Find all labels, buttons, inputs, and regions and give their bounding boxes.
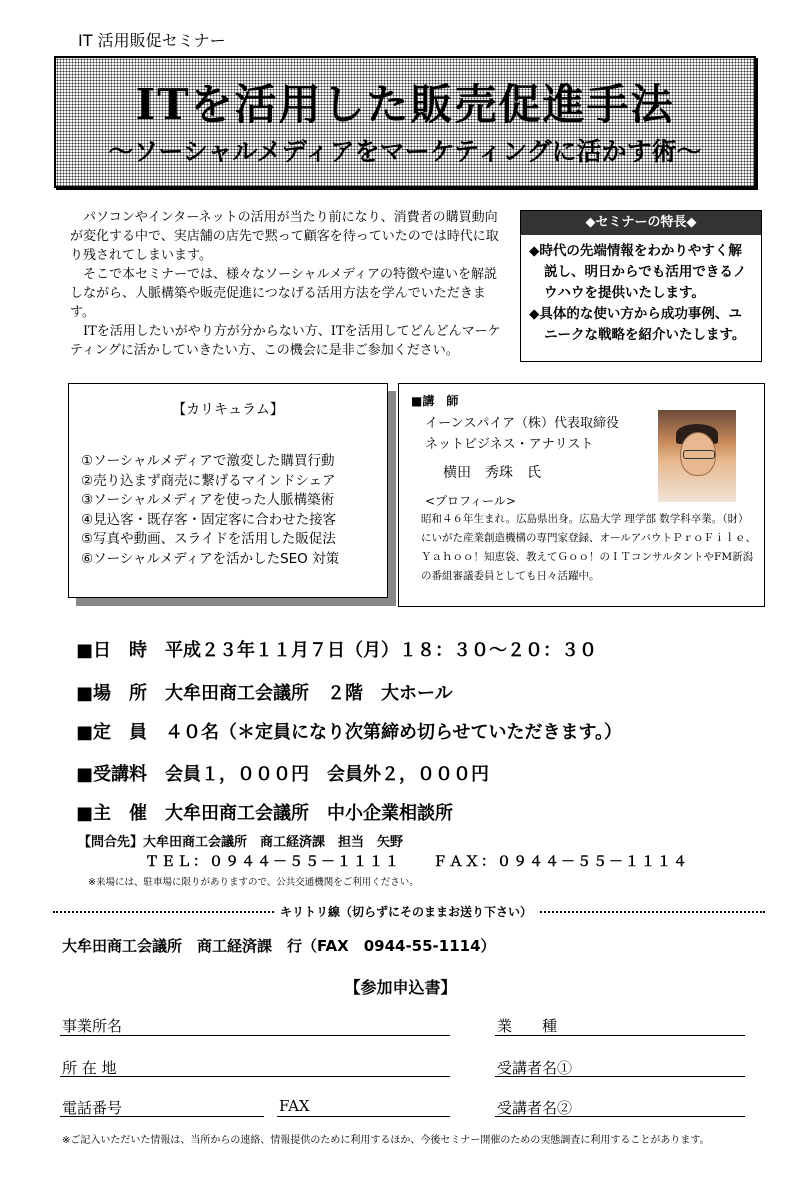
- curriculum-item: ④見込客・既存客・固定客に合わせた接客: [81, 511, 337, 528]
- fax-label: FAX: [279, 1097, 310, 1115]
- lecturer-photo: [658, 410, 736, 502]
- curriculum-item: ③ソーシャルメディアを使った人脈構築術: [81, 492, 335, 508]
- footnote: ※ご記入いただいた情報は、当所からの連絡、情報提供のために利用するほか、今後セミナー開催のための実態調査に利用することがあります。: [62, 1135, 710, 1146]
- company-field[interactable]: [60, 1035, 450, 1036]
- curriculum-item: ⑤写真や動画、スライドを活用した販促法: [81, 531, 336, 547]
- lecturer-box: [398, 383, 765, 607]
- feature-item: ◆具体的な使い方から成功事例、ユニークな戦略を紹介いたします。: [529, 306, 746, 343]
- curriculum-item: ⑥ソーシャルメディアを活かしたSEO 対策: [81, 550, 340, 567]
- intro-paragraph: ITを活用したいがやり方が分からない方、ITを活用してどんどんマーケティングに活かしていきたい方、この機会に是非ご参加ください。: [70, 324, 501, 358]
- info-venue: ■場 所 大牟田商工会議所 ２階 大ホール: [76, 683, 453, 704]
- profile-label: <プロフィール>: [425, 494, 516, 508]
- feature-item: ◆時代の先端情報をわかりやすく解説し、明日からでも活用できるノウハウを提供いたします。: [529, 243, 747, 301]
- contact-label: 【問合先】大牟田商工会議所 商工経済課 担当 矢野: [78, 835, 404, 850]
- glasses-icon: [683, 450, 715, 459]
- info-fee: ■受講料 会員１，０００円 会員外２，０００円: [76, 764, 490, 785]
- intro-paragraph: パソコンやインターネットの活用が当たり前になり、消費者の購買動向が変化する中で、実店舗の店先で黙って顧客を待っていたのでは時代に取り残されてしまいます。: [70, 210, 499, 263]
- features-box: [520, 210, 762, 362]
- fax-recipient: 大牟田商工会議所 商工経済課 行（FAX 0944-55-1114）: [62, 937, 496, 955]
- page-title: ITを活用した販売促進手法: [135, 80, 675, 129]
- top-label: IT 活用販促セミナー: [78, 31, 226, 50]
- page-subtitle: ～ソーシャルメディアをマーケティングに活かす術～: [108, 137, 702, 166]
- title-box: [54, 56, 756, 188]
- curriculum-item: ②売り込まず商売に繋げるマインドシェア: [81, 472, 336, 489]
- attendee1-field[interactable]: [495, 1076, 745, 1077]
- industry-field[interactable]: [495, 1035, 745, 1036]
- company-label: 事業所名: [62, 1017, 123, 1035]
- features-list: [529, 241, 755, 346]
- intro-paragraph: そこで本セミナーでは、様々なソーシャルメディアの特徴や違いを解説しながら、人脈構築や販売促進につなげる活用方法を学んでいただきます。: [70, 267, 498, 320]
- form-title: 【参加申込書】: [344, 978, 457, 997]
- lecturer-heading: ■講 師: [411, 394, 459, 408]
- intro-text: [70, 208, 502, 360]
- info-date: ■日 時 平成２３年１１月７日（月）１８：３０～２０：３０: [76, 640, 598, 661]
- lecturer-company: イーンスパイア（株）代表取締役: [425, 416, 619, 431]
- address-field[interactable]: [60, 1076, 450, 1077]
- curriculum-list: [81, 452, 339, 569]
- curriculum-box: [68, 383, 388, 598]
- info-capacity: ■定 員 ４０名（＊定員になり次第締め切らせていただきます。）: [76, 722, 623, 743]
- lecturer-role: ネットビジネス・アナリスト: [425, 437, 594, 452]
- attendee2-field[interactable]: [495, 1116, 745, 1117]
- industry-label: 業 種: [497, 1017, 558, 1035]
- lecturer-name: 横田 秀珠 氏: [443, 465, 541, 481]
- info-organizer: ■主 催 大牟田商工会議所 中小企業相談所: [76, 803, 454, 824]
- attendee1-label: 受講者名①: [497, 1059, 573, 1077]
- curriculum-item: ①ソーシャルメディアで激変した購買行動: [81, 453, 335, 469]
- fax-field[interactable]: [277, 1116, 450, 1117]
- address-label: 所 在 地: [62, 1059, 117, 1077]
- profile-text: 昭和４６年生まれ。広島県出身。広島大学 理学部 数学科卒業。（財）にいがた産業創造機構の専門家登録、オールアバウトＰｒｏＦｉｌｅ、Ｙａｈｏｏ！知恵袋、教えてＧｏｏ！のＩＴコンサルタントやFM新潟の番組審議委員としても日々活躍中。: [421, 513, 756, 582]
- contact-phones: ＴＥＬ：０９４４－５５－１１１１ ＦＡＸ：０９４４－５５－１１１４: [145, 854, 689, 870]
- attendee2-label: 受講者名②: [497, 1099, 573, 1117]
- phone-field[interactable]: [60, 1116, 264, 1117]
- cut-line-label: キリトリ線（切らずにそのままお送り下さい）: [274, 903, 538, 920]
- contact-note: ※来場には、駐車場に限りがありますので、公共交通機関をご利用ください。: [88, 877, 419, 888]
- curriculum-title: 【カリキュラム】: [172, 402, 284, 418]
- phone-label: 電話番号: [62, 1099, 123, 1117]
- features-heading: ◆セミナーの特長◆: [521, 211, 761, 235]
